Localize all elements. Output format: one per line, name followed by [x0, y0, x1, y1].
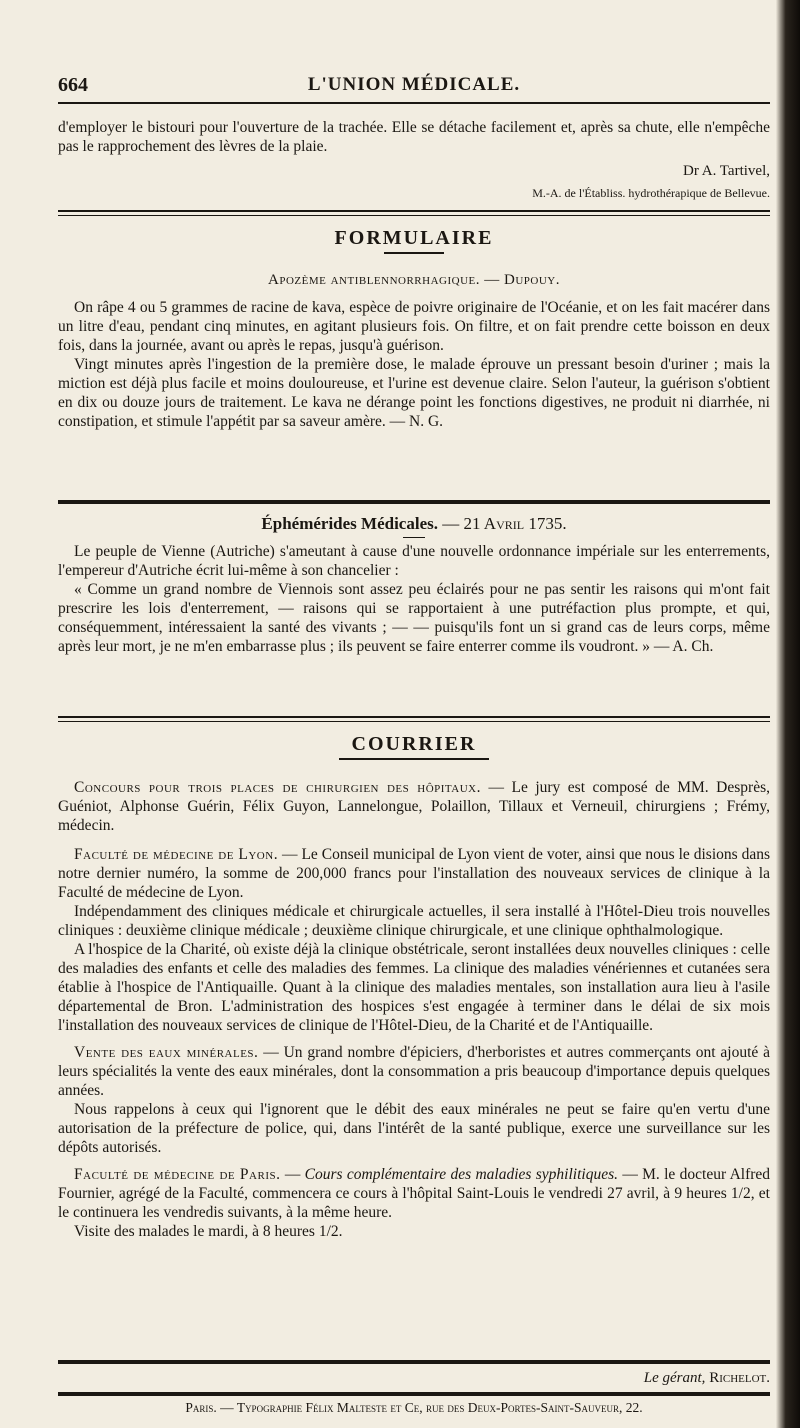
ephemerides-dash — [403, 537, 425, 538]
page-number: 664 — [58, 74, 88, 96]
courrier-title-underline — [339, 758, 489, 760]
gerant-line — [58, 1370, 770, 1387]
section-divider-2 — [58, 500, 770, 504]
running-title: L'UNION MÉDICALE. — [307, 74, 521, 95]
concours-label: Concours pour trois places de chirurgien des hôpitaux. — [74, 779, 481, 796]
ephemerides-paragraph-1: Le peuple de Vienne (Autriche) s'ameutant à cause d'une nouvelle ordonnance impériale sur les enterrements, l'empereur d'Autriche écrit lui-même à son chancelier : — [58, 543, 770, 579]
paris-paragraph — [58, 1165, 770, 1222]
ephemerides-heading — [58, 513, 770, 535]
courrier-section — [58, 732, 770, 1241]
formulaire-paragraph-2: Vingt minutes après l'ingestion de la première dose, le malade éprouve un pressant besoin d'uriner ; mais la miction est déjà plus facile et moins douloureuse, et l'urine est devenue claire. Selon l'auteur, la guérison s'obtient en dix ou douze jours de traitement. Le kava ne dérange point les fonctions digestives, ne produit ni diarrhée, ni constipation, et stimule l'appétit par sa saveur amère. — N. G. — [58, 356, 770, 430]
eaux-text: — Un grand nombre d'épiciers, d'herboristes et autres commerçants ont ajouté à leurs spécialités la vente des eaux minérales, dont la consommation a pris beaucoup d'importance depuis quelques années. — [58, 1044, 770, 1099]
paris-course-title: Cours complémentaire des maladies syphilitiques. — [304, 1166, 618, 1183]
formulaire-paragraph-1: On râpe 4 ou 5 grammes de racine de kava, espèce de poivre originaire de l'Océanie, et on les fait macérer dans un litre d'eau, pendant cinq minutes, en agitant plusieurs fois. On filtre, et on fait prendre cette boisson en deux fois, dans la journée, avant ou après le repas, jusqu'à guérison. — [58, 299, 770, 354]
ephemerides-title: Éphémérides Médicales. — [261, 514, 438, 533]
lyon-text: — Le Conseil municipal de Lyon vient de voter, ainsi que nous le disions dans notre dernier numéro, la somme de 200,000 francs pour l'installation des nouveaux services de clinique à la Faculté de médecine de Lyon. — [58, 846, 771, 901]
concours-text: — Le jury est composé de MM. Desprès, Guéniot, Alphonse Guérin, Félix Guyon, Lannelongue, Polaillon, Tillaux et Verneuil, chirurgiens ; Frémy, médecin. — [58, 779, 770, 834]
intro-text: d'employer le bistouri pour l'ouverture de la trachée. Elle se détache facilement et, après sa chute, elle n'empêche pas le rapprochement des lèvres de la plaie. — [58, 119, 770, 155]
lyon-label: Faculté de médecine de Lyon. — [74, 846, 279, 863]
eaux-label: Vente des eaux minérales. — [74, 1044, 259, 1061]
lyon-paragraph-3: A l'hospice de la Charité, où existe déjà la clinique obstétricale, seront installées deux nouvelles cliniques : celle des maladies des enfants et celle des maladies des femmes. La clinique des maladies vénériennes et cutanées sera établie à l'hospice de l'Antiquaille. Quant à la clinique des maladies mentales, son installation aura lieu à l'asile départemental de Bron. L'administration des hospices s'est engagée à terminer dans le délai de six mois l'installation des nouveaux services de clinique de l'Hôtel-Dieu, de la Charité et de l'Antiquaille. — [58, 941, 770, 1034]
ephemerides-section — [58, 513, 770, 656]
paris-text: — M. le docteur Alfred Fournier, agrégé de la Faculté, commencera ce cours à l'hôpital Saint-Louis le vendredi 27 avril, à 9 heures 1/2, et le continuera les vendredis suivants, à la même heure. — [58, 1166, 771, 1221]
footer-rule-bottom — [58, 1392, 770, 1396]
formulaire-title-underline — [384, 252, 444, 254]
eaux-paragraph — [58, 1043, 770, 1100]
intro-affiliation: M.-A. de l'Établiss. hydrothérapique de Bellevue. — [532, 186, 770, 200]
paris-dash: — — [284, 1166, 301, 1183]
concours-paragraph — [58, 778, 770, 835]
eaux-paragraph-2: Nous rappelons à ceux qui l'ignorent que le débit des eaux minérales ne peut se faire qu'en vertu d'une autorisation de la préfecture de police, qui, dans l'intérêt de la santé publique, exerce une surveillance sur les dépôts autorisés. — [58, 1101, 770, 1156]
section-divider-1 — [58, 210, 770, 216]
gerant-signature — [58, 1370, 770, 1387]
courrier-title: COURRIER — [351, 733, 477, 755]
intro-signature: Dr A. Tartivel, — [683, 163, 770, 179]
header-rule — [58, 102, 770, 104]
intro-section — [58, 118, 770, 201]
page-header — [58, 74, 770, 100]
lyon-paragraph-2: Indépendamment des cliniques médicale et chirurgicale actuelles, il sera installé à l'Hôtel-Dieu trois nouvelles cliniques : deuxième clinique médicale ; deuxième clinique chirurgicale, et une clinique ophthalmologique. — [58, 903, 770, 939]
footer-rule-top — [58, 1360, 770, 1364]
lyon-paragraph — [58, 845, 770, 902]
book-spine-shadow — [776, 0, 800, 1428]
gerant-label: Le gérant, — [643, 1370, 706, 1386]
formulaire-title: FORMULAIRE — [334, 227, 494, 249]
gerant-name: Richelot. — [709, 1370, 770, 1386]
ephemerides-date: — 21 Avril 1735. — [442, 514, 567, 533]
printer-imprint: Paris. — Typographie Félix Malteste et Ce, rue des Deux-Portes-Saint-Sauveur, 22. — [185, 1400, 643, 1415]
paris-label: Faculté de médecine de Paris. — [74, 1166, 281, 1183]
formulaire-section — [58, 226, 770, 431]
formulaire-subtitle: Apozème antiblennorrhagique. — Dupouy. — [268, 272, 560, 288]
paris-paragraph-2: Visite des malades le mardi, à 8 heures 1/2. — [74, 1223, 343, 1240]
section-divider-3 — [58, 716, 770, 722]
ephemerides-paragraph-2: « Comme un grand nombre de Viennois sont assez peu éclairés pour ne pas sentir les raisons qui m'ont fait prescrire les lois d'enterrement, — raisons qui se rapportaient à une putréfaction plus prompte, et qui, conséquemment, intéressaient la santé des vivants ; — — puisqu'ils font un si grand cas de leurs corps, même après leur mort, je ne m'en embarrasse plus ; ils peuvent se faire enterrer comme ils voudront. » — A. Ch. — [58, 581, 770, 655]
